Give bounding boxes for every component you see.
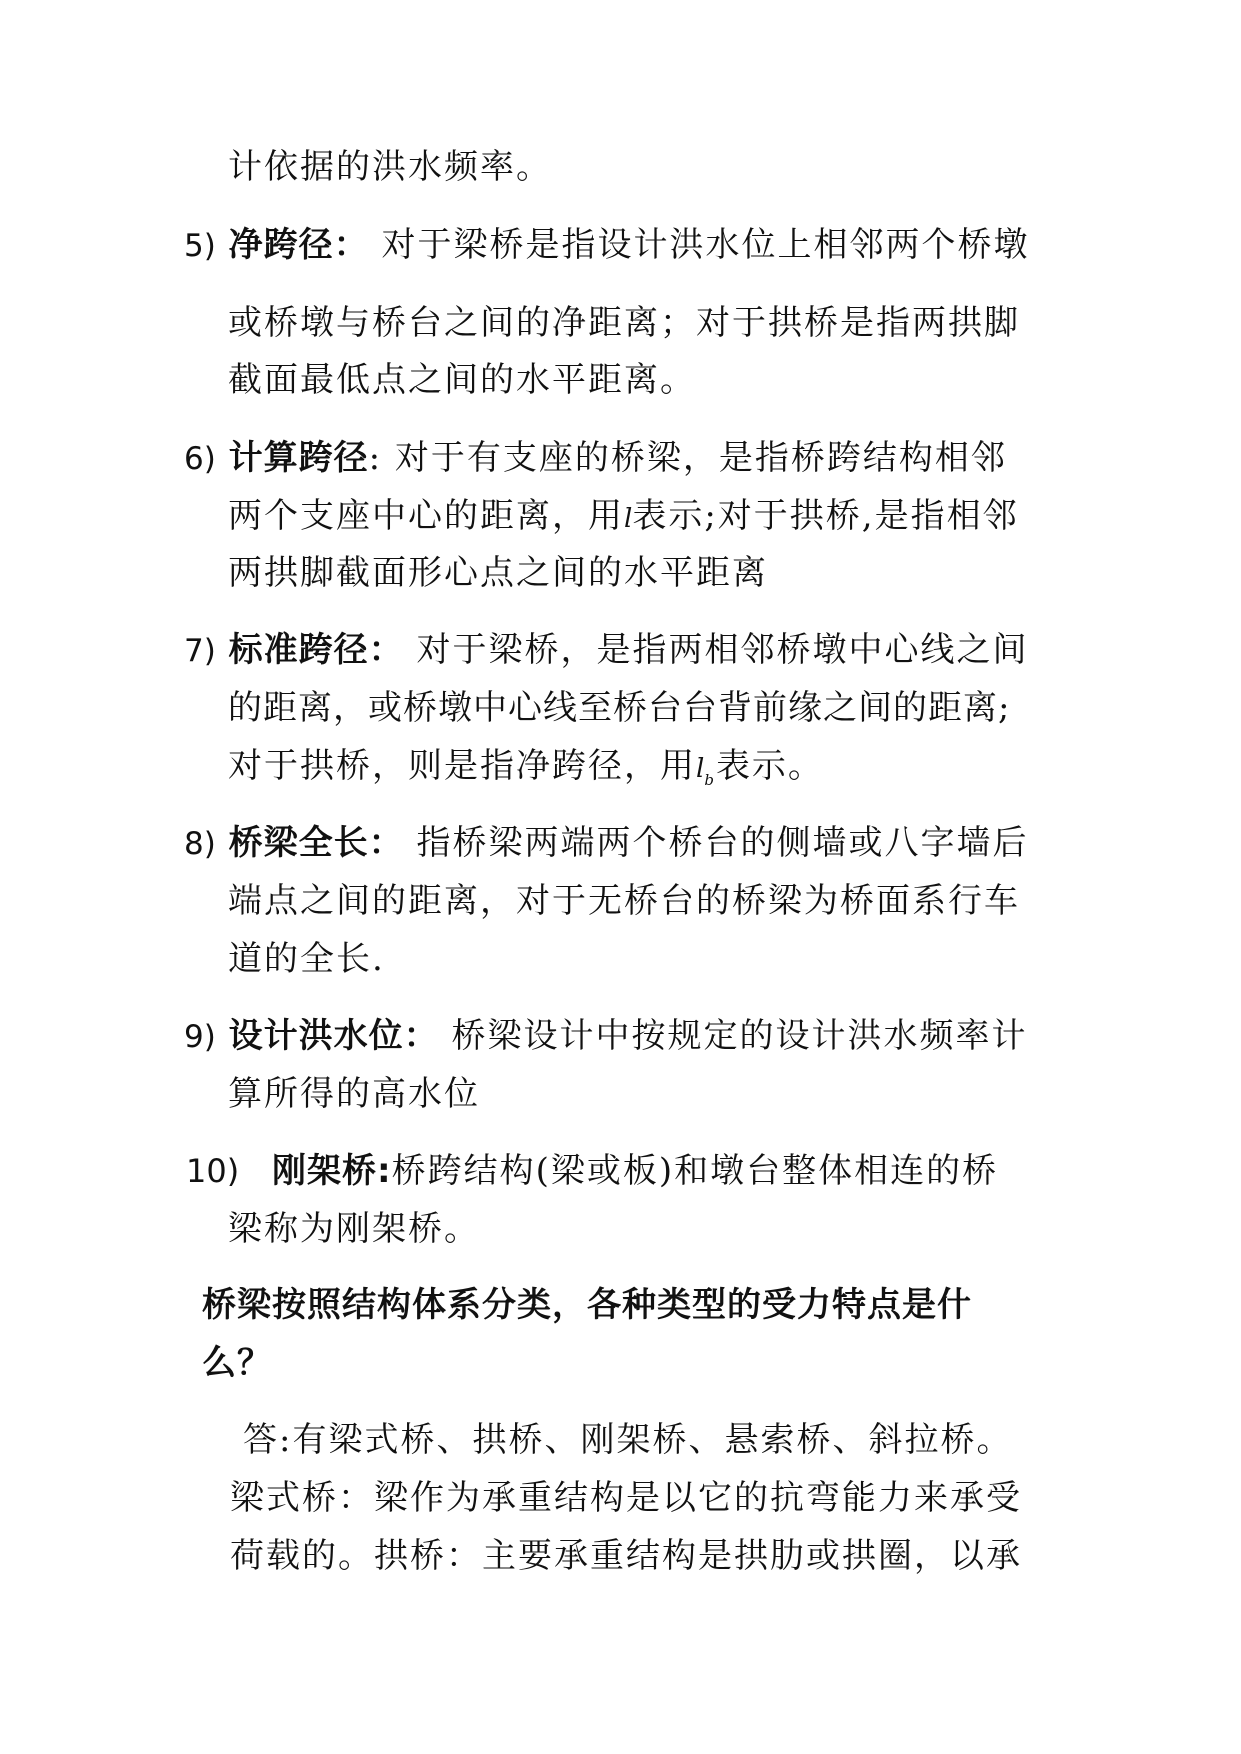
item10-text1: 桥跨结构(梁或板)和墩台整体相连的桥 — [391, 1151, 999, 1191]
item7-symbol-subscript: b — [704, 770, 716, 789]
item9-term: 设计洪水位： — [228, 1016, 439, 1056]
item9-text1: 桥梁设计中按规定的设计洪水频率计 — [451, 1016, 1028, 1056]
item7-line1 — [184, 628, 1028, 673]
question-heading-line2: 么？ — [202, 1343, 272, 1383]
item7-term: 标准跨径： — [228, 630, 404, 670]
item5-text1: 对于梁桥是指设计洪水位上相邻两个桥墩 — [381, 225, 1030, 265]
answer-line2: 梁式桥：梁作为承重结构是以它的抗弯能力来承受 — [230, 1478, 1022, 1518]
item7-symbol-l: l — [696, 754, 705, 784]
item5-number: 5) — [184, 228, 216, 264]
item7-text3a: 对于拱桥，则是指净跨径，用 — [228, 746, 696, 786]
item6-number: 6) — [184, 441, 216, 477]
item7-text1: 对于梁桥，是指两相邻桥墩中心线之间 — [416, 630, 1029, 670]
item6-line3: 两拱脚截面形心点之间的水平距离 — [228, 553, 768, 593]
item6-term: 计算跨径 — [228, 438, 369, 478]
item6-line2 — [228, 494, 1019, 541]
item5-line2: 或桥墩与桥台之间的净距离；对于拱桥是指两拱脚 — [228, 303, 1020, 343]
question-heading-line1: 桥梁按照结构体系分类，各种类型的受力特点是什 — [202, 1285, 972, 1325]
item5-line1 — [184, 223, 1029, 268]
item6-symbol-l: l — [624, 504, 633, 534]
item7-line3 — [228, 744, 824, 802]
item5-term: 净跨径： — [228, 225, 369, 265]
item6-line1 — [184, 436, 1007, 481]
answer-line3: 荷载的。拱桥：主要承重结构是拱肋或拱圈，以承 — [230, 1536, 1022, 1576]
item8-line1 — [184, 821, 1028, 866]
item9-number: 9) — [184, 1019, 216, 1055]
item8-text1: 指桥梁两端两个桥台的侧墙或八字墙后 — [416, 823, 1029, 863]
item9-line1 — [184, 1014, 1027, 1059]
item8-number: 8) — [184, 826, 216, 862]
item7-text3b: 表示。 — [715, 746, 824, 786]
item6-text2b: 表示;对于拱桥,是指相邻 — [632, 496, 1019, 536]
item10-line1 — [186, 1149, 998, 1193]
item8-line3: 道的全长. — [228, 939, 385, 979]
item10-line2: 梁称为刚架桥。 — [228, 1209, 480, 1249]
item7-number: 7) — [184, 633, 216, 669]
answer-line1: 答:有梁式桥、拱桥、刚架桥、悬索桥、斜拉桥。 — [243, 1420, 1013, 1460]
item5-line3: 截面最低点之间的水平距离。 — [228, 360, 696, 400]
item8-line2: 端点之间的距离，对于无桥台的桥梁为桥面系行车 — [228, 881, 1020, 921]
item6-text1: : 对于有支座的桥梁，是指桥跨结构相邻 — [368, 438, 1007, 478]
item4-continuation: 计依据的洪水频率。 — [228, 147, 552, 187]
item10-term: 刚架桥: — [272, 1151, 392, 1191]
item6-text2a: 两个支座中心的距离，用 — [228, 496, 624, 536]
item7-line2: 的距离，或桥墩中心线至桥台台背前缘之间的距离; — [228, 688, 1011, 728]
item9-line2: 算所得的高水位 — [228, 1074, 480, 1114]
item10-number: 10) — [186, 1152, 240, 1190]
item8-term: 桥梁全长： — [228, 823, 404, 863]
